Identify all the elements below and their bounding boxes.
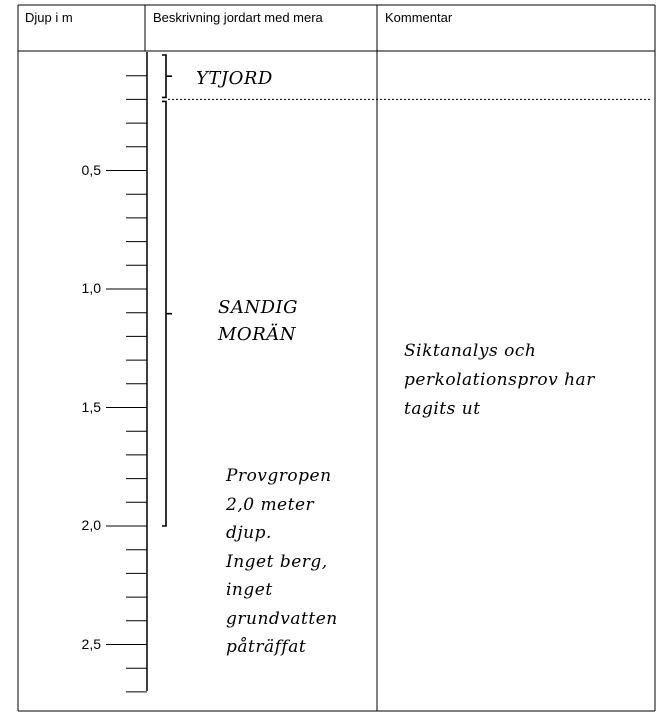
layer-label-line: MORÄN: [218, 324, 296, 345]
pit-note: [226, 462, 338, 662]
pit-note-line: Provgropen: [226, 466, 332, 486]
depth-tick-label: 0,5: [81, 161, 101, 178]
pit-note-line: djup.: [226, 523, 272, 543]
layer-label-sandig-moran: [218, 294, 298, 348]
comment-note-line: perkolationsprov har: [404, 370, 595, 390]
depth-tick-label: 2,0: [81, 517, 101, 533]
pit-note-line: inget: [226, 580, 273, 600]
depth-tick-label: 2,5: [81, 635, 101, 652]
layer-label-ytjord: YTJORD: [196, 68, 273, 89]
depth-ticks: [106, 76, 147, 692]
pit-note-line: Inget berg,: [226, 551, 328, 572]
layer-bracket: [162, 101, 172, 526]
header-comment: Kommentar: [385, 10, 453, 25]
pit-note-line: 2,0 meter: [226, 494, 315, 515]
layer-bracket: [162, 55, 172, 97]
comment-note: [404, 337, 595, 424]
layer-label-line: SANDIG: [218, 297, 299, 318]
depth-tick-label: 1,5: [81, 398, 101, 415]
depth-tick-label: 1,0: [81, 280, 101, 296]
pit-note-line: påträffat: [226, 637, 307, 657]
comment-note-line: Siktanalys och: [404, 341, 537, 361]
layer-brackets: [162, 55, 652, 526]
comment-note-line: tagits ut: [404, 399, 481, 419]
pit-note-line: grundvatten: [226, 608, 338, 629]
header-depth: Djup i m: [25, 10, 73, 25]
header-description: Beskrivning jordart med mera: [153, 10, 323, 25]
